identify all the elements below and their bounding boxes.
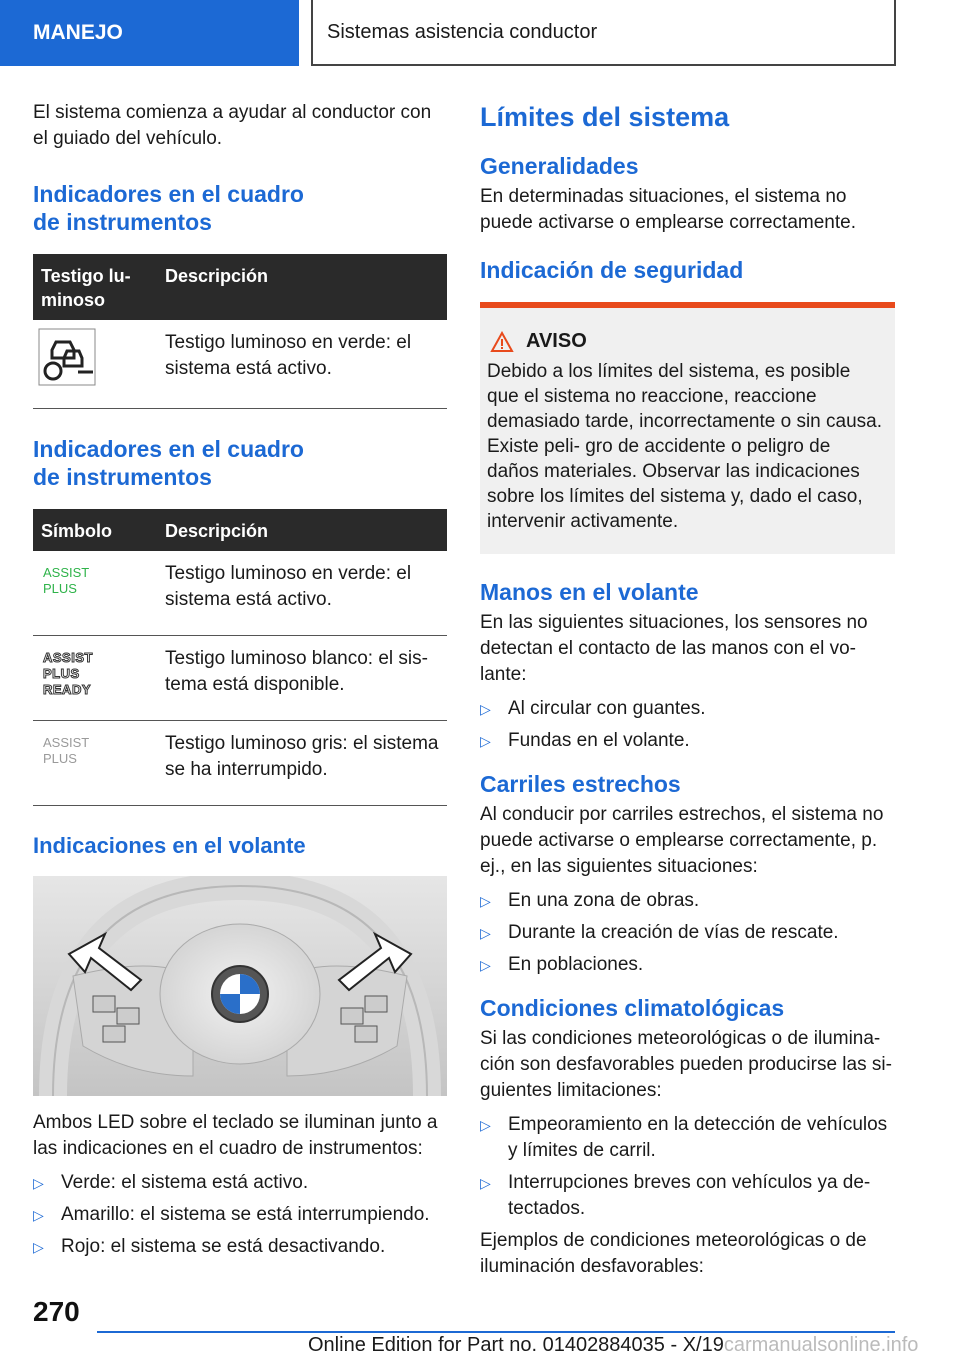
- assist-ready-line-2: PLUS: [43, 666, 80, 681]
- heading-indicators-2: Indicadores en el cuadro de instrumentos: [33, 436, 304, 490]
- table2-desc-3: Testigo luminoso gris: el sistema se ha interrumpido.: [157, 721, 447, 806]
- intro-paragraph: El sistema comienza a ayudar al conductor con el guiado del vehículo.: [33, 102, 432, 149]
- heading-steering-indications: Indicaciones en el volante: [33, 833, 306, 858]
- warning-text: Debido a los límites del sistema, es posible que el sistema no reaccione, reaccione demasiado tarde, incorrectamente o sin causa. Existe peli‐ gro de accidente o peligro de daños materiales. Observar las indicaciones sobre los límites del sistema y, dado el caso, intervenir activamente.: [487, 361, 882, 532]
- warning-triangle-icon: [490, 331, 514, 353]
- heading-hands: Manos en el volante: [480, 579, 699, 605]
- bullet-triangle-icon: ▷: [480, 701, 491, 717]
- list-item: ▷ Amarillo: el sistema se está interrumpiendo.: [33, 1202, 447, 1228]
- bullet-triangle-icon: ▷: [480, 925, 491, 941]
- steering-assist-icon: [38, 328, 96, 386]
- header-section-label: MANEJO: [33, 21, 123, 44]
- assist-gray-line-1: ASSIST: [43, 735, 90, 750]
- warning-box: [480, 302, 895, 554]
- climate-paragraph: Si las condiciones meteorológicas o de ilumina‐ ción son desfavorables pueden producirse las si‐ guientes limitaciones:: [480, 1028, 892, 1101]
- lanes-list: [480, 888, 895, 978]
- bullet-triangle-icon: ▷: [480, 1175, 491, 1191]
- assist-green-line-2: PLUS: [43, 581, 77, 596]
- table2-desc-2: Testigo luminoso blanco: el sis‐ tema está disponible.: [157, 636, 447, 721]
- footer-edition: [308, 1334, 918, 1357]
- assist-plus-green-symbol: [33, 551, 157, 636]
- list-item: ▷ Verde: el sistema está activo.: [33, 1170, 447, 1196]
- bullet-triangle-icon: ▷: [480, 957, 491, 973]
- bullet-triangle-icon: ▷: [480, 893, 491, 909]
- list-item: ▷ Rojo: el sistema se está desactivando.: [33, 1234, 447, 1260]
- assist-plus-gray-symbol: [33, 721, 157, 806]
- table2-col-header-1: Símbolo: [33, 509, 157, 551]
- bullet-triangle-icon: ▷: [33, 1239, 44, 1255]
- led-color-list: [33, 1170, 447, 1260]
- table1-col-header-1: Testigo lu‐ minoso: [33, 254, 157, 320]
- assist-gray-line-2: PLUS: [43, 751, 77, 766]
- assist-ready-line-1: ASSIST: [43, 650, 93, 665]
- climate-paragraph-2: Ejemplos de condiciones meteorológicas o de iluminación desfavorables:: [480, 1230, 867, 1277]
- table1-desc-1: Testigo luminoso en verde: el sistema está activo.: [157, 320, 447, 409]
- list-item: ▷ Fundas en el volante.: [480, 728, 895, 754]
- list-item: ▷ Interrupciones breves con vehículos ya de‐ tectados.: [480, 1172, 871, 1219]
- right-column: [480, 100, 895, 1280]
- system-limits-title: Límites del sistema: [480, 102, 730, 132]
- bullet-triangle-icon: ▷: [480, 1117, 491, 1133]
- header-chapter-tab: [311, 0, 896, 66]
- assist-ready-line-3: READY: [43, 682, 92, 697]
- indicator-table-2: [33, 509, 447, 806]
- header-section-tab: [0, 0, 299, 66]
- table2-desc-1: Testigo luminoso en verde: el sistema está activo.: [157, 551, 447, 636]
- footer-watermark: carmanualsonline.info: [723, 1334, 919, 1356]
- assist-green-line-1: ASSIST: [43, 565, 90, 580]
- assist-plus-ready-symbol: [33, 636, 157, 721]
- heading-narrow-lanes: Carriles estrechos: [480, 771, 681, 797]
- left-column: [33, 100, 447, 1266]
- warning-title: [487, 330, 887, 353]
- climate-list: [480, 1112, 895, 1222]
- steering-wheel-illustration: [33, 876, 447, 1096]
- list-item: ▷ En una zona de obras.: [480, 888, 895, 914]
- heading-indicators-1: Indicadores en el cuadro de instrumentos: [33, 181, 304, 235]
- general-paragraph: En determinadas situaciones, el sistema no puede activarse o emplearse correctamente.: [480, 186, 856, 233]
- page-number: 270: [33, 1296, 80, 1327]
- list-item: ▷ Durante la creación de vías de rescate.: [480, 920, 895, 946]
- after-image-paragraph: Ambos LED sobre el teclado se iluminan junto a las indicaciones en el cuadro de instrumentos:: [33, 1112, 438, 1159]
- header-chapter-label: Sistemas asistencia conductor: [327, 20, 598, 43]
- bullet-triangle-icon: ▷: [480, 733, 491, 749]
- list-item: ▷ En poblaciones.: [480, 952, 895, 978]
- bullet-triangle-icon: ▷: [33, 1175, 44, 1191]
- list-item: ▷ Empeoramiento en la detección de vehículos y límites de carril.: [480, 1114, 888, 1161]
- table1-icon-cell: [33, 320, 157, 409]
- list-item: ▷ Al circular con guantes.: [480, 696, 895, 722]
- footer-edition-text: Online Edition for Part no. 01402884035 - X/19: [308, 1334, 724, 1356]
- heading-safety: Indicación de seguridad: [480, 257, 744, 283]
- heading-climate: Condiciones climatológicas: [480, 995, 785, 1021]
- table2-col-header-2: Descripción: [157, 509, 447, 551]
- heading-general: Generalidades: [480, 153, 639, 179]
- hands-paragraph: En las siguientes situaciones, los sensores no detectan el contacto de las manos con el vo‐ lante:: [480, 612, 868, 685]
- bullet-triangle-icon: ▷: [33, 1207, 44, 1223]
- warning-label: AVISO: [526, 330, 587, 352]
- hands-list: [480, 696, 895, 754]
- footer-divider: [97, 1331, 895, 1333]
- table1-col-header-2: Descripción: [157, 254, 447, 320]
- lanes-paragraph: Al conducir por carriles estrechos, el sistema no puede activarse o emplearse correctamente, p. ej., en las siguientes situaciones:: [480, 804, 884, 877]
- indicator-table-1: [33, 254, 447, 409]
